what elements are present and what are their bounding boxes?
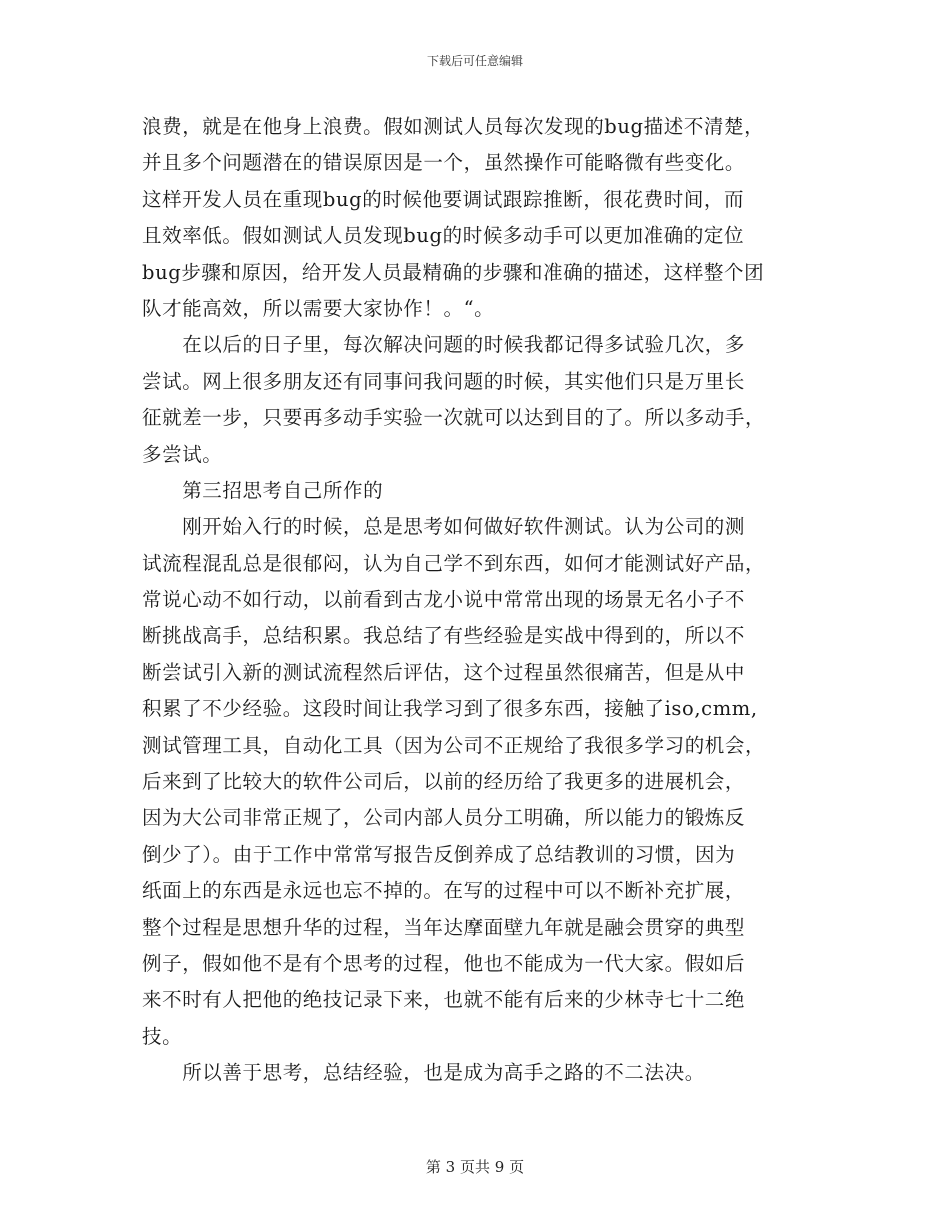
section-heading: 第三招思考自己所作的 [142,478,384,502]
text-line: 刚开始入行的时候，总是思考如何做好软件测试。认为公司的测 [142,515,746,539]
page-footer: 第 3 页共 9 页 [425,1158,525,1176]
text-line: 倒少了）。由于工作中常常写报告反倒养成了总结教训的习惯，因为 [142,842,736,866]
text-line: bug步骤和原因，给开发人员最精确的步骤和准确的描述，这样整个团 [142,260,765,284]
text-line: 征就差一步，只要再多动手实验一次就可以达到目的了。所以多动手， [142,406,766,430]
text-line: 队才能高效，所以需要大家协作！。“。 [142,296,495,320]
text-line: 测试管理工具，自动化工具（因为公司不正规给了我很多学习的机会， [142,733,766,757]
text-line: 所以善于思考，总结经验，也是成为高手之路的不二法决。 [142,1061,705,1085]
text-line: 浪费，就是在他身上浪费。假如测试人员每次发现的bug描述不清楚， [142,115,765,138]
page-header: 下载后可任意编辑 [426,54,523,68]
text-line: 这样开发人员在重现bug的时候他要调试跟踪推断，很花费时间，而 [142,187,745,211]
text-line: 技。 [142,1024,183,1048]
text-line: 例子，假如他不是有个思考的过程，他也不能成为一代大家。假如后 [142,951,746,975]
text-line: 纸面上的东西是永远也忘不掉的。在写的过程中可以不断补充扩展， [142,879,746,903]
text-line: 积累了不少经验。这段时间让我学习到了很多东西，接触了iso,cmm, [142,697,758,721]
text-line: 试流程混乱总是很郁闷，认为自己学不到东西，如何才能测试好产品， [142,551,766,575]
text-line: 因为大公司非常正规了，公司内部人员分工明确，所以能力的锻炼反 [142,806,746,830]
text-line: 来不时有人把他的绝技记录下来，也就不能有后来的少林寺七十二绝 [142,988,746,1012]
text-line: 断挑战高手，总结积累。我总结了有些经验是实战中得到的，所以不 [142,624,746,648]
text-line: 常说心动不如行动，以前看到古龙小说中常常出现的场景无名小子不 [142,588,746,612]
text-line: 多尝试。 [142,442,223,466]
text-line: 断尝试引入新的测试流程然后评估，这个过程虽然很痛苦，但是从中 [142,660,746,684]
text-line: 尝试。网上很多朋友还有同事问我问题的时候，其实他们只是万里长 [142,369,746,393]
text-line: 整个过程是思想升华的过程，当年达摩面壁九年就是融会贯穿的典型 [142,915,746,939]
body-text [142,109,812,1092]
text-line: 且效率低。假如测试人员发现bug的时候多动手可以更加准确的定位 [142,224,745,248]
text-line: 在以后的日子里，每次解决问题的时候我都记得多试验几次，多 [142,333,746,357]
text-line: 并且多个问题潜在的错误原因是一个，虽然操作可能略微有些变化。 [142,151,746,175]
text-line: 后来到了比较大的软件公司后，以前的经历给了我更多的进展机会， [142,770,746,794]
